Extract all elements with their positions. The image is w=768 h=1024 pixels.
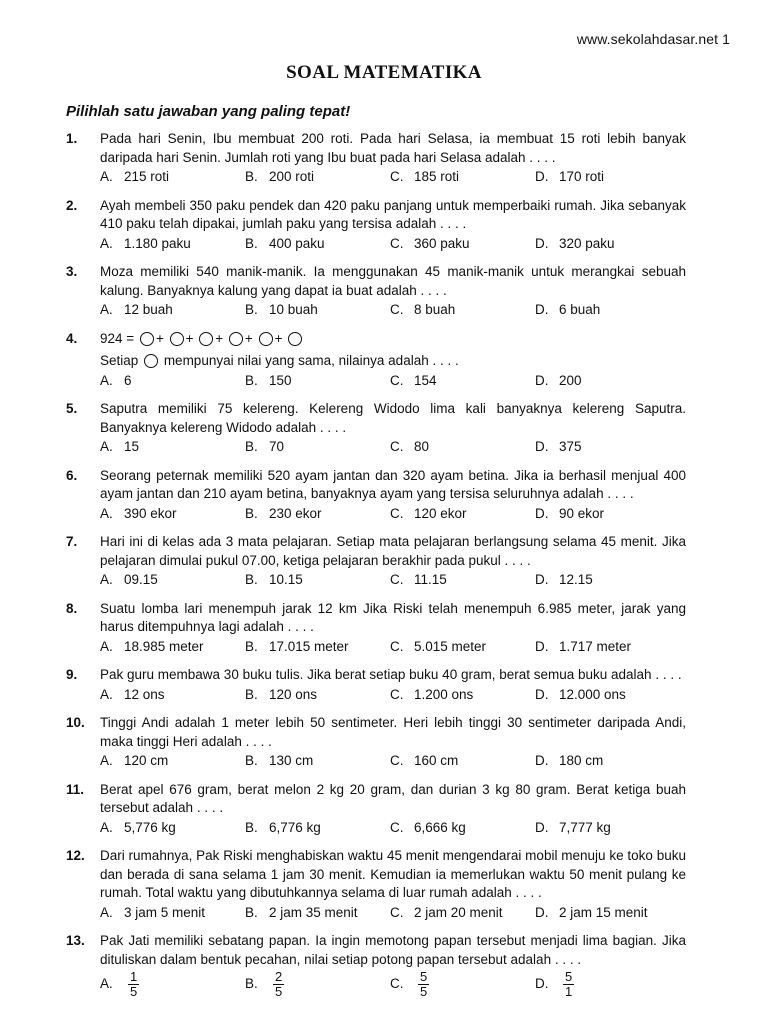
answer-options xyxy=(100,571,686,590)
question-number: 10. xyxy=(66,715,85,730)
question-2 xyxy=(66,197,686,254)
option-b[interactable]: B. 130 cm xyxy=(245,753,314,768)
option-a[interactable]: A. 120 cm xyxy=(100,753,169,768)
question-number: 3. xyxy=(66,264,78,279)
option-b[interactable]: B. 400 paku xyxy=(245,235,325,251)
answer-options xyxy=(100,301,686,320)
question-text: Moza memiliki 540 manik-manik. Ia menggunakan 45 manik-manik untuk merangkai sebuah kalung. Banyaknya kalung yang dapat ia buat adalah . . . . xyxy=(100,264,686,298)
question-number: 9. xyxy=(66,667,78,682)
option-c[interactable]: C. $\frac{5}{5}$ xyxy=(390,969,428,999)
question-number: 12. xyxy=(66,848,85,863)
question-text: Seorang peternak memiliki 520 ayam jantan dan 320 ayam betina. Jika ia berhasil menjual 400 ayam jantan dan 210 ayam betina, banyaknya ayam yang tersisa seluruhnya adalah . . . . xyxy=(100,467,686,501)
question-text: Ayah membeli 350 paku pendek dan 420 paku panjang untuk memperbaiki rumah. Jika sebanyak 410 paku telah dipakai, jumlah paku yang tersisa adalah . . . . xyxy=(100,197,686,231)
question-3 xyxy=(66,263,686,320)
circle-icon xyxy=(140,332,154,346)
option-a[interactable]: A. 6 xyxy=(100,372,132,388)
instruction-text: Pilihlah satu jawaban yang paling tepat! xyxy=(66,103,351,120)
option-a[interactable]: A. $\frac{1}{5}$ xyxy=(100,969,138,999)
equation-left: 924 = xyxy=(100,330,135,346)
question-text: Dari rumahnya, Pak Riski menghabiskan waktu 45 menit mengendarai mobil menuju ke toko buku dan berada di sana selama 1 jam 30 menit. Kemudian ia memerlukan waktu 50 menit pulang ke rumah. Total waktu yang dibutuhkannya selama di luar rumah adalah . . . . xyxy=(100,848,686,900)
option-c[interactable]: C. 1.200 ons xyxy=(390,686,474,702)
option-b[interactable]: B. 120 ons xyxy=(245,686,318,702)
option-c[interactable]: C. 360 paku xyxy=(390,235,470,251)
question-number: 6. xyxy=(66,467,78,483)
question-4 xyxy=(66,330,686,391)
plus-sign: + xyxy=(155,330,164,346)
question-number: 8. xyxy=(66,600,78,616)
option-a[interactable]: A. 09.15 xyxy=(100,572,158,587)
question-number: 11. xyxy=(66,781,85,797)
question-text: Pak Jati memiliki sebatang papan. Ia ingin memotong papan tersebut menjadi lima bagian. Jika dituliskan dalam bentuk pecahan, nilai setiap potong papan tersebut adalah . . . . xyxy=(100,933,686,967)
fraction: $\frac{5}{1}$ xyxy=(565,969,573,999)
answer-options xyxy=(100,638,686,657)
question-5 xyxy=(66,400,686,457)
circle-icon xyxy=(144,354,158,368)
question-text: Hari ini di kelas ada 3 mata pelajaran. Setiap mata pelajaran berlangsung selama 45 menit. Jika pelajaran dimulai pukul 07.00, ketiga pelajaran berakhir pada pukul . . . . xyxy=(100,534,686,568)
option-a[interactable]: A. 390 ekor xyxy=(100,505,177,521)
circle-icon xyxy=(288,332,302,346)
question-9 xyxy=(66,666,686,704)
option-b[interactable]: B. 70 xyxy=(245,439,285,454)
option-d[interactable]: D. 320 paku xyxy=(535,235,615,251)
option-b[interactable]: B. 150 xyxy=(245,372,292,388)
fraction: $\frac{2}{5}$ xyxy=(275,969,283,999)
option-b[interactable]: B. 200 roti xyxy=(245,169,315,184)
question-number: 1. xyxy=(66,131,78,146)
option-c[interactable]: C. 120 ekor xyxy=(390,505,467,521)
option-d[interactable]: D. 170 roti xyxy=(535,169,605,184)
question-11 xyxy=(66,781,686,838)
option-a[interactable]: A. 1.180 paku xyxy=(100,235,191,251)
option-d[interactable]: D. 1.717 meter xyxy=(535,638,632,654)
option-c[interactable]: C. 185 roti xyxy=(390,169,460,184)
circle-icon xyxy=(259,332,273,346)
question-text: Tinggi Andi adalah 1 meter lebih 50 sentimeter. Heri lebih tinggi 30 sentimeter daripada Andi, maka tinggi Heri adalah . . . . xyxy=(100,715,686,749)
option-d[interactable]: D. 90 ekor xyxy=(535,505,605,521)
equation-line xyxy=(100,330,686,349)
question-10 xyxy=(66,714,686,771)
circle-icon xyxy=(229,332,243,346)
question-text: Pada hari Senin, Ibu membuat 200 roti. Pada hari Selasa, ia membuat 15 roti lebih banyak daripada hari Senin. Jumlah roti yang Ibu buat pada hari Selasa adalah . . . . xyxy=(100,131,686,165)
question-6 xyxy=(66,467,686,524)
plus-sign: + xyxy=(185,330,194,346)
option-a[interactable]: A. 215 roti xyxy=(100,169,170,184)
question-number: 13. xyxy=(66,933,85,948)
option-a[interactable]: A. 3 jam 5 menit xyxy=(100,904,206,920)
option-a[interactable]: A. 12 buah xyxy=(100,302,173,317)
question-1 xyxy=(66,130,686,187)
answer-options xyxy=(100,686,686,705)
plus-sign: + xyxy=(244,330,253,346)
page-title: SOAL MATEMATIKA xyxy=(286,62,482,83)
question-text: Suatu lomba lari menempuh jarak 12 km Jika Riski telah menempuh 6.985 meter, jarak yang harus ditempuhnya lagi adalah . . . . xyxy=(100,600,686,634)
option-c[interactable]: C. 80 xyxy=(390,439,430,454)
option-b[interactable]: B. $\frac{2}{5}$ xyxy=(245,969,283,999)
question-text: Saputra memiliki 75 kelereng. Kelereng Widodo lima kali banyaknya kelereng Saputra. Banyaknya kelereng Widodo adalah . . . . xyxy=(100,401,686,435)
option-c[interactable]: C. 6,666 kg xyxy=(390,819,466,835)
option-b[interactable]: B. 230 ekor xyxy=(245,505,322,521)
option-d[interactable]: D. 12.15 xyxy=(535,572,593,587)
question-8 xyxy=(66,600,686,657)
option-b[interactable]: B. 10.15 xyxy=(245,572,303,587)
answer-options xyxy=(100,819,686,838)
answer-options xyxy=(100,168,686,187)
option-d[interactable]: D. 180 cm xyxy=(535,753,604,768)
circle-icon xyxy=(170,332,184,346)
option-d[interactable]: D. 6 buah xyxy=(535,302,601,317)
question-12 xyxy=(66,847,686,922)
plus-sign: + xyxy=(274,330,283,346)
option-a[interactable]: A. 15 xyxy=(100,439,140,454)
question-13 xyxy=(66,932,686,999)
question-text: Pak guru membawa 30 buku tulis. Jika berat setiap buku 40 gram, berat semua buku adalah . . . . xyxy=(100,667,682,682)
option-d[interactable]: D. 2 jam 15 menit xyxy=(535,904,648,920)
option-d[interactable]: D. 375 xyxy=(535,439,582,454)
answer-options xyxy=(100,438,686,457)
option-c[interactable]: C. 160 cm xyxy=(390,753,459,768)
plus-sign: + xyxy=(215,330,224,346)
option-c[interactable]: C. 154 xyxy=(390,372,437,388)
answer-options xyxy=(100,235,686,254)
question-number: 2. xyxy=(66,197,78,213)
fraction: $\frac{5}{5}$ xyxy=(420,969,428,999)
answer-options xyxy=(100,904,686,923)
option-c[interactable]: C. 2 jam 20 menit xyxy=(390,904,503,920)
answer-options xyxy=(100,372,686,391)
page-header-site: www.sekolahdasar.net 1 xyxy=(576,31,730,47)
option-a[interactable]: A. 18.985 meter xyxy=(100,638,204,654)
question-number: 5. xyxy=(66,401,78,416)
answer-options xyxy=(100,752,686,771)
option-b[interactable]: B. 17.015 meter xyxy=(245,638,349,654)
question-number: 7. xyxy=(66,534,78,549)
fraction: $\frac{1}{5}$ xyxy=(130,969,138,999)
question-number: 4. xyxy=(66,330,78,346)
question-7 xyxy=(66,533,686,590)
answer-options xyxy=(100,505,686,524)
option-d[interactable]: D. 200 xyxy=(535,372,582,388)
option-d[interactable]: D. 7,777 kg xyxy=(535,819,611,835)
question-text: Setiap mempunyai nilai yang sama, nilainya adalah . . . . xyxy=(100,353,459,368)
option-d[interactable]: D. $\frac{5}{1}$ xyxy=(535,969,573,999)
option-d[interactable]: D. 12.000 ons xyxy=(535,686,626,702)
option-b[interactable]: B. 6,776 kg xyxy=(245,819,321,835)
circle-icon xyxy=(199,332,213,346)
question-list xyxy=(66,130,686,1009)
option-c[interactable]: C. 8 buah xyxy=(390,302,456,317)
option-a[interactable]: A. 5,776 kg xyxy=(100,819,176,835)
answer-options xyxy=(100,970,686,999)
option-c[interactable]: C. 11.15 xyxy=(390,572,447,587)
option-b[interactable]: B. 10 buah xyxy=(245,302,318,317)
option-c[interactable]: C. 5.015 meter xyxy=(390,638,487,654)
question-text: Berat apel 676 gram, berat melon 2 kg 20 gram, dan durian 3 kg 80 gram. Berat ketiga buah tersebut adalah . . . . xyxy=(100,781,686,815)
option-a[interactable]: A. 12 ons xyxy=(100,686,165,702)
option-b[interactable]: B. 2 jam 35 menit xyxy=(245,904,358,920)
